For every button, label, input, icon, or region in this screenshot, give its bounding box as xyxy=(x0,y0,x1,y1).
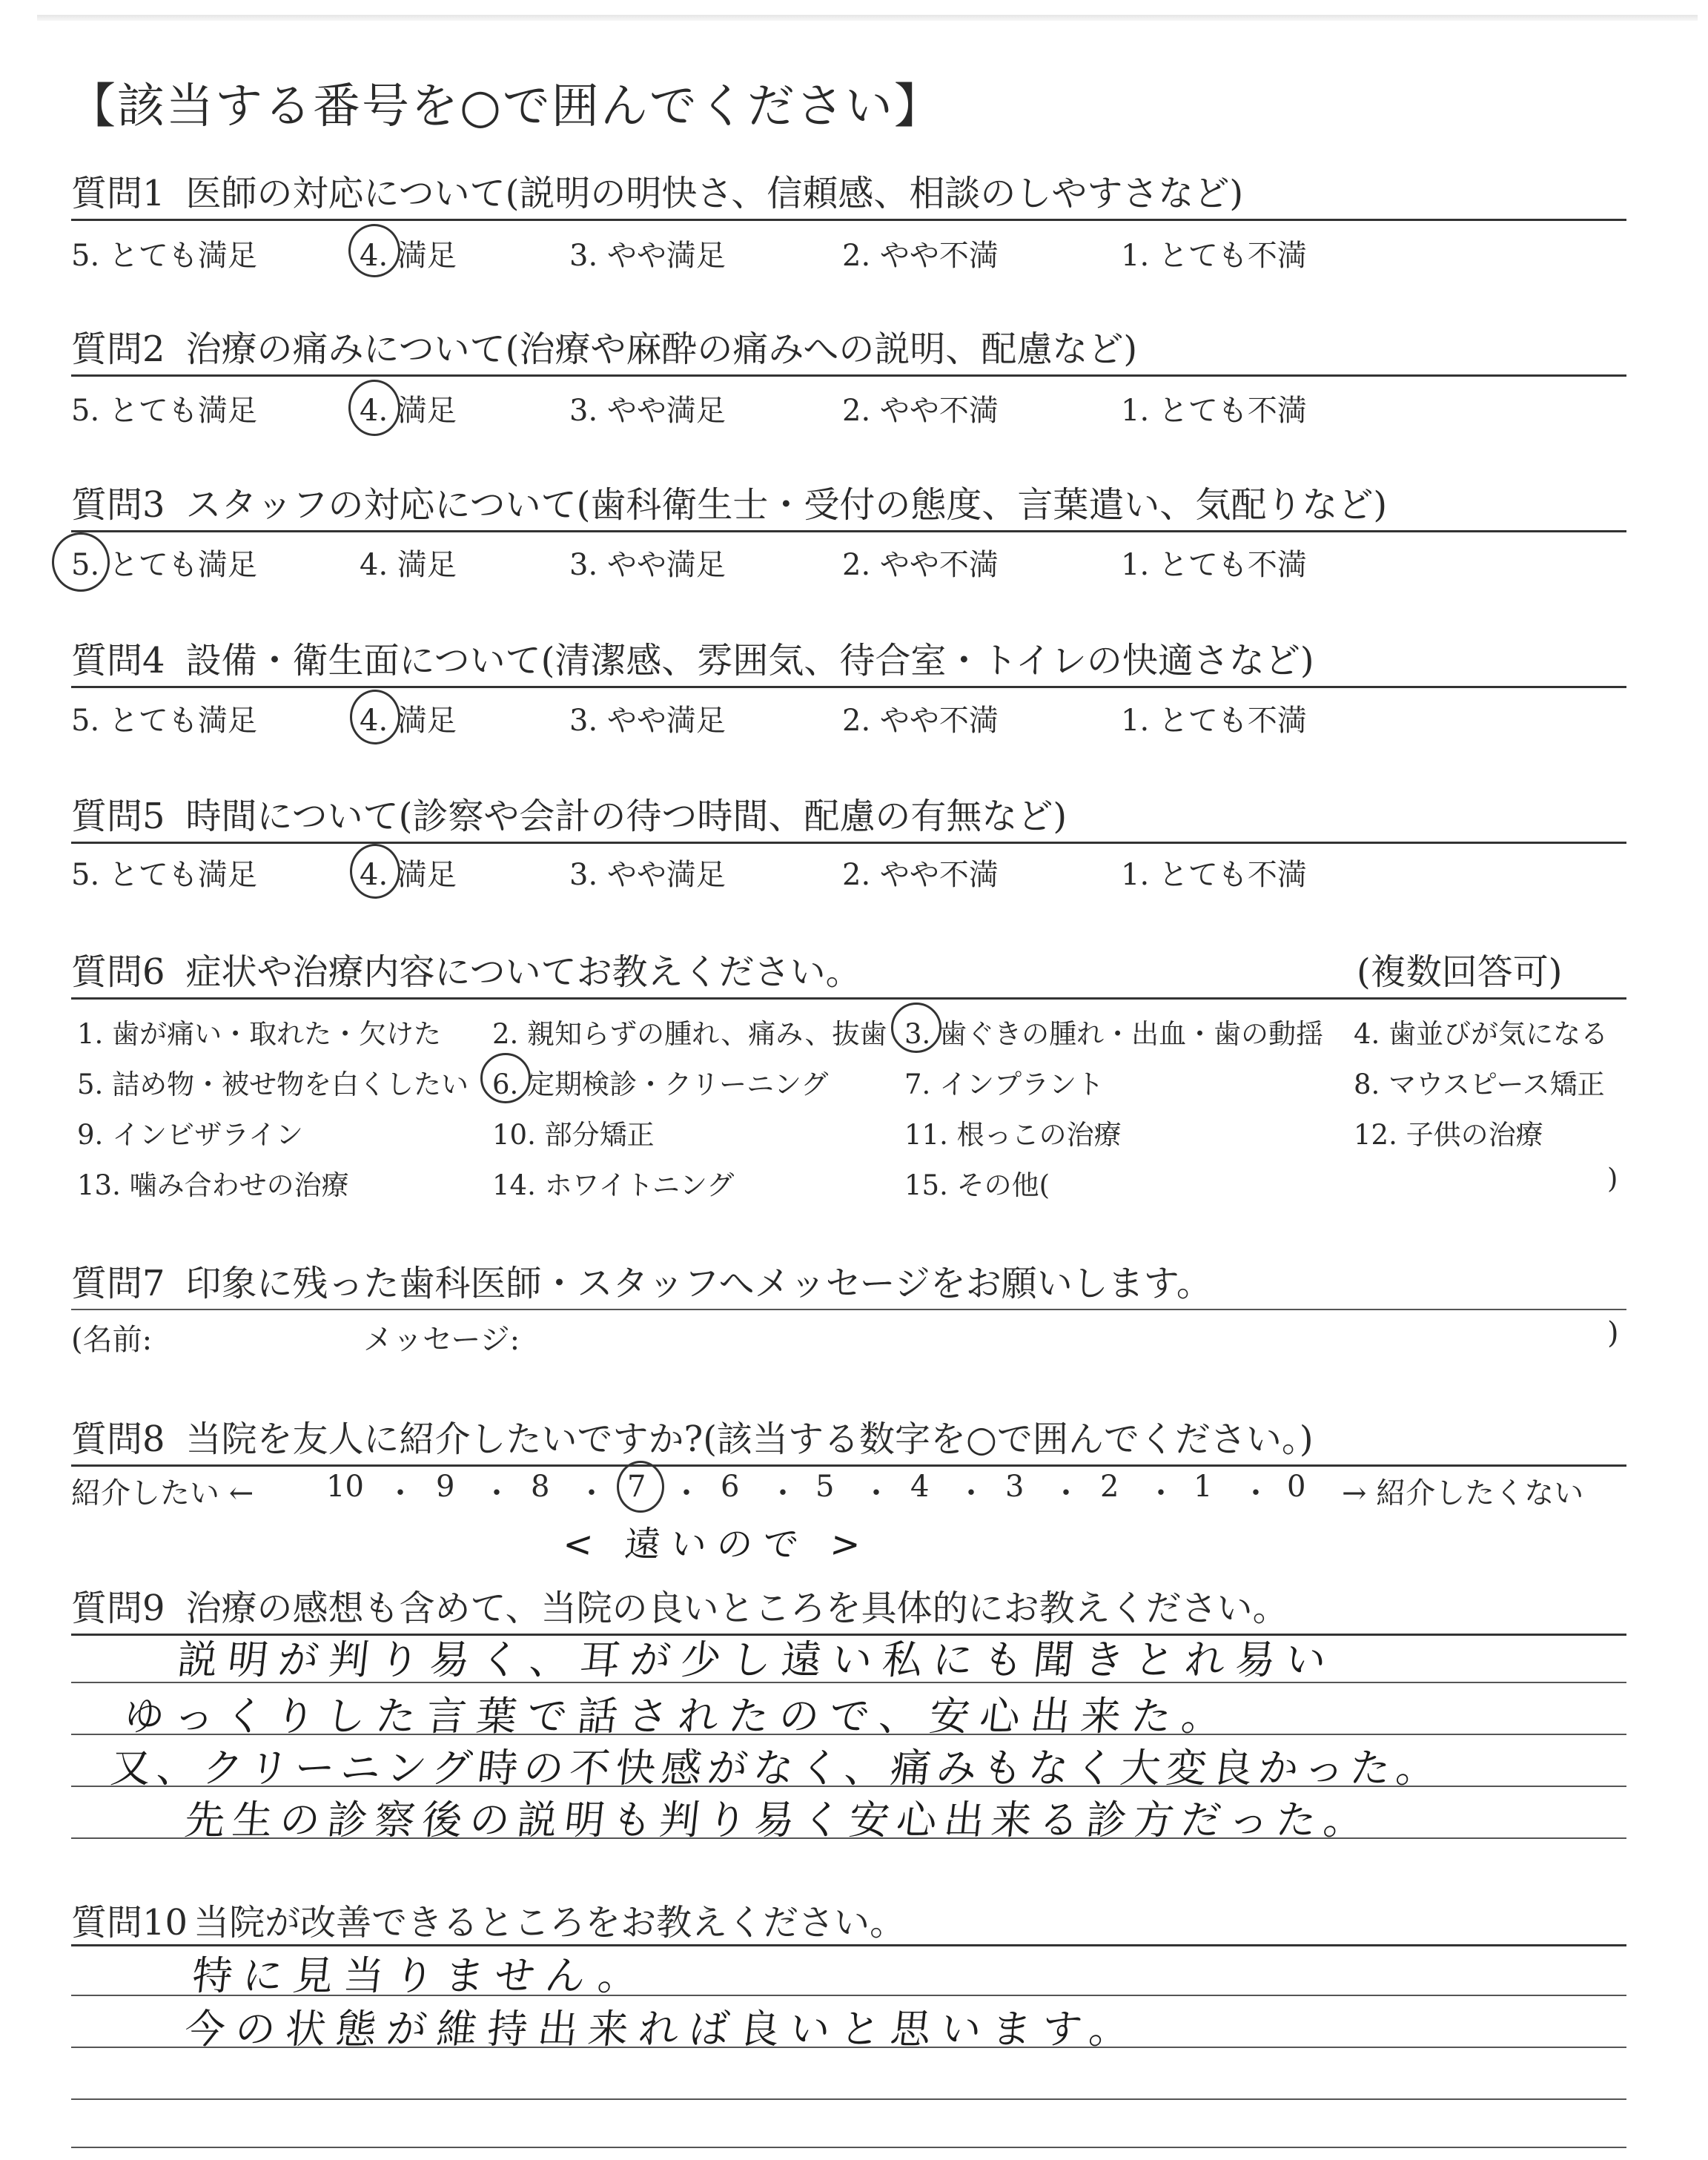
handwritten-answer: 又、クリーニング時の不快感がなく、痛みもなく大変良かった。 xyxy=(108,1745,1445,1791)
name-label: (名前: xyxy=(71,1323,153,1357)
question-6-heading xyxy=(71,943,861,994)
option-very-dissatisfied[interactable]: 1. とても不満 xyxy=(1121,239,1307,273)
question-text: 印象に残った歯科医師・スタッフへメッセージをお願いします。 xyxy=(185,1263,1212,1304)
handwritten-answer: ゆっくりした言葉で話されたので、安心出来た。 xyxy=(122,1693,1235,1740)
answer-circle-mark xyxy=(891,1003,941,1053)
symptom-option[interactable]: 2. 親知らずの腫れ、痛み、抜歯 xyxy=(492,1018,887,1050)
question-number: 質問1 xyxy=(71,173,165,214)
answer-circle-mark xyxy=(348,224,400,277)
symptom-option[interactable]: 8. マウスピース矯正 xyxy=(1354,1069,1605,1100)
option-very-dissatisfied[interactable]: 1. とても不満 xyxy=(1121,704,1307,738)
answer-circle-mark xyxy=(350,690,400,744)
option-very-satisfied[interactable]: 5. とても満足 xyxy=(71,858,257,892)
question-8-heading xyxy=(71,1410,1314,1462)
option-very-satisfied[interactable]: 5. とても満足 xyxy=(71,704,257,738)
scale-number[interactable]: 0 xyxy=(1287,1470,1306,1504)
question-text: 症状や治療内容についてお教えください。 xyxy=(185,951,861,993)
scale-number[interactable]: 2 xyxy=(1100,1470,1119,1504)
question-9-heading xyxy=(71,1579,1288,1631)
symptom-option[interactable]: 15. その他( xyxy=(904,1169,1050,1201)
question-number: 質問6 xyxy=(71,951,165,993)
option-very-dissatisfied[interactable]: 1. とても不満 xyxy=(1121,858,1307,892)
scale-dot: ・ xyxy=(956,1476,986,1510)
question-7-rule xyxy=(71,1309,1626,1310)
question-1-rule xyxy=(71,219,1626,221)
multiple-answers-note: (複数回答可) xyxy=(1357,951,1563,993)
scale-number[interactable]: 10 xyxy=(326,1470,364,1504)
scale-number[interactable]: 9 xyxy=(436,1470,455,1504)
symptom-option[interactable]: 9. インビザライン xyxy=(77,1119,303,1151)
question-text: スタッフの対応について(歯科衛生士・受付の態度、言葉遣い、気配りなど) xyxy=(185,484,1388,526)
scale-dot: ・ xyxy=(1241,1476,1271,1510)
option-satisfied[interactable]: 4. 満足 xyxy=(360,239,457,273)
symptom-option[interactable]: 4. 歯並びが気になる xyxy=(1354,1018,1609,1050)
question-number: 質問3 xyxy=(71,484,165,526)
option-somewhat-satisfied[interactable]: 3. やや満足 xyxy=(569,704,726,738)
scale-dot: ・ xyxy=(482,1476,512,1510)
question-text: 治療の感想も含めて、当院の良いところを具体的にお教えください。 xyxy=(185,1588,1288,1629)
symptom-option[interactable]: 3. 歯ぐきの腫れ・出血・歯の動揺 xyxy=(904,1018,1324,1050)
answer-circle-mark xyxy=(348,380,400,436)
symptom-option[interactable]: 13. 噛み合わせの治療 xyxy=(77,1169,349,1201)
option-very-satisfied[interactable]: 5. とても満足 xyxy=(71,239,257,273)
question-number: 質問10 xyxy=(71,1902,188,1943)
question-5-rule xyxy=(71,842,1626,844)
question-text: 当院が改善できるところをお教えください。 xyxy=(193,1902,906,1943)
question-3-heading xyxy=(71,476,1387,527)
answer-line xyxy=(71,2147,1626,2148)
question-5-heading xyxy=(71,787,1067,839)
option-somewhat-dissatisfied[interactable]: 2. やや不満 xyxy=(842,858,999,892)
scale-dot: ・ xyxy=(1051,1476,1081,1510)
question-text: 設備・衛生面について(清潔感、雰囲気、待合室・トイレの快適さなど) xyxy=(185,640,1314,681)
question-6-rule xyxy=(71,997,1626,1000)
scale-dot: ・ xyxy=(861,1476,891,1510)
option-very-dissatisfied[interactable]: 1. とても不満 xyxy=(1121,548,1307,582)
answer-circle-mark xyxy=(52,532,110,592)
question-number: 質問4 xyxy=(71,640,165,681)
scale-dot: ・ xyxy=(385,1476,415,1510)
option-satisfied[interactable]: 4. 満足 xyxy=(360,394,457,428)
page-title: 【該当する番号を○で囲んでください】 xyxy=(68,79,943,134)
scale-number[interactable]: 8 xyxy=(531,1470,550,1504)
question-number: 質問2 xyxy=(71,328,165,370)
question-3-rule xyxy=(71,530,1626,532)
question-4-rule xyxy=(71,686,1626,688)
message-close-paren: ) xyxy=(1607,1316,1619,1350)
scale-number[interactable]: 7 xyxy=(627,1470,646,1504)
question-1-heading xyxy=(71,165,1243,216)
handwritten-answer: 今の状態が維持出来れば良いと思います。 xyxy=(182,2006,1142,2052)
answer-circle-mark xyxy=(350,844,400,899)
symptom-option[interactable]: 5. 詰め物・被せ物を白くしたい xyxy=(77,1069,469,1100)
question-text: 医師の対応について(説明の明快さ、信頼感、相談のしやすさなど) xyxy=(185,173,1244,214)
question-number: 質問8 xyxy=(71,1418,165,1460)
message-label: メッセージ: xyxy=(363,1323,520,1357)
option-somewhat-dissatisfied[interactable]: 2. やや不満 xyxy=(842,704,999,738)
option-very-satisfied[interactable]: 5. とても満足 xyxy=(71,548,257,582)
question-2-rule xyxy=(71,374,1626,377)
symptom-option[interactable]: 7. インプラント xyxy=(904,1069,1105,1100)
question-text: 時間について(診察や会計の待つ時間、配慮の有無など) xyxy=(185,796,1068,837)
handwritten-answer: 特に見当りません。 xyxy=(190,1952,652,1999)
scale-number[interactable]: 5 xyxy=(815,1470,835,1504)
handwritten-answer: 説明が判り易く、耳が少し遠い私にも聞きとれ易い xyxy=(175,1636,1339,1683)
scale-right-label: → 紹介したくない xyxy=(1342,1476,1584,1510)
symptom-option[interactable]: 14. ホワイトニング xyxy=(492,1169,735,1201)
option-satisfied[interactable]: 4. 満足 xyxy=(360,548,457,582)
option-somewhat-dissatisfied[interactable]: 2. やや不満 xyxy=(842,548,999,582)
scale-number[interactable]: 1 xyxy=(1194,1470,1213,1504)
option-somewhat-satisfied[interactable]: 3. やや満足 xyxy=(569,394,726,428)
option-very-satisfied[interactable]: 5. とても満足 xyxy=(71,394,257,428)
question-10-heading xyxy=(71,1894,905,1945)
symptom-option[interactable]: 11. 根っこの治療 xyxy=(904,1119,1122,1151)
scale-dot: ・ xyxy=(1146,1476,1176,1510)
scale-left-label: 紹介したい ← xyxy=(71,1476,254,1510)
scale-number[interactable]: 3 xyxy=(1005,1470,1025,1504)
scale-number[interactable]: 6 xyxy=(721,1470,740,1504)
option-somewhat-satisfied[interactable]: 3. やや満足 xyxy=(569,239,726,273)
referral-scale xyxy=(71,1470,254,1512)
scale-number[interactable]: 4 xyxy=(910,1470,930,1504)
answer-circle-mark xyxy=(617,1461,664,1513)
scan-edge xyxy=(37,15,1698,21)
question-text: 当院を友人に紹介したいですか?(該当する数字を○で囲んでください。) xyxy=(185,1418,1314,1460)
option-somewhat-dissatisfied[interactable]: 2. やや不満 xyxy=(842,394,999,428)
handwritten-note: < 遠いので > xyxy=(560,1524,873,1565)
question-number: 質問7 xyxy=(71,1263,165,1304)
question-text: 治療の痛みについて(治療や麻酔の痛みへの説明、配慮など) xyxy=(185,328,1138,370)
question-number: 質問9 xyxy=(71,1588,165,1629)
other-close-paren: ) xyxy=(1607,1163,1618,1195)
scale-dot: ・ xyxy=(672,1476,701,1510)
option-somewhat-dissatisfied[interactable]: 2. やや不満 xyxy=(842,239,999,273)
question-2-heading xyxy=(71,320,1137,371)
symptom-option[interactable]: 1. 歯が痛い・取れた・欠けた xyxy=(77,1018,442,1050)
option-satisfied[interactable]: 4. 満足 xyxy=(360,858,457,892)
option-somewhat-satisfied[interactable]: 3. やや満足 xyxy=(569,548,726,582)
answer-line xyxy=(71,2098,1626,2100)
answer-circle-mark xyxy=(480,1053,531,1103)
symptom-option[interactable]: 10. 部分矯正 xyxy=(492,1119,655,1151)
handwritten-answer: 先生の診察後の説明も判り易く安心出来る診方だった。 xyxy=(182,1797,1374,1843)
scale-dot: ・ xyxy=(768,1476,798,1510)
option-very-dissatisfied[interactable]: 1. とても不満 xyxy=(1121,394,1307,428)
question-8-rule xyxy=(71,1464,1626,1467)
question-number: 質問5 xyxy=(71,796,165,837)
symptom-option[interactable]: 6. 定期検診・クリーニング xyxy=(492,1069,829,1100)
question-7-heading xyxy=(71,1255,1212,1306)
scale-dot: ・ xyxy=(577,1476,606,1510)
option-satisfied[interactable]: 4. 満足 xyxy=(360,704,457,738)
symptom-option[interactable]: 12. 子供の治療 xyxy=(1354,1119,1543,1151)
option-somewhat-satisfied[interactable]: 3. やや満足 xyxy=(569,858,726,892)
question-4-heading xyxy=(71,632,1314,683)
